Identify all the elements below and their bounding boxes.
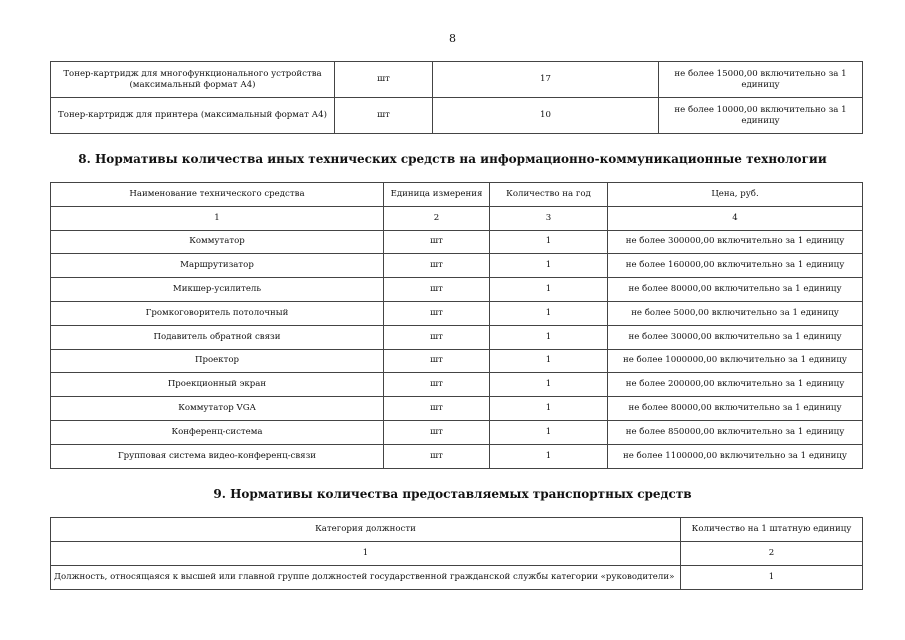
- cell-name: Групповая система видео-конференц-связи: [51, 444, 384, 468]
- col-number: 2: [384, 206, 490, 230]
- cell-unit: шт: [384, 301, 490, 325]
- cell-qty: 1: [490, 278, 608, 302]
- cell-name: Коммутатор VGA: [51, 397, 384, 421]
- column-number-row: [51, 206, 863, 230]
- cell-category: Должность, относящаяся к высшей или главной группе должностей государственной гражданской службы категории «руководители»: [51, 566, 681, 590]
- transport-table: [50, 517, 863, 590]
- cell-unit: шт: [384, 397, 490, 421]
- table-row: [51, 444, 863, 468]
- table-row: [51, 566, 863, 590]
- table-row: [51, 98, 863, 134]
- cell-name: Подавитель обратной связи: [51, 325, 384, 349]
- cell-price: не более 1000000,00 включительно за 1 единицу: [608, 349, 863, 373]
- cell-qty: 1: [490, 301, 608, 325]
- cell-name: Проекционный экран: [51, 373, 384, 397]
- section-9-title: 9. Нормативы количества предоставляемых транспортных средств: [213, 487, 692, 501]
- table-row: [51, 62, 863, 98]
- header-name: Наименование технического средства: [51, 183, 384, 207]
- cell-price: не более 1100000,00 включительно за 1 единицу: [608, 444, 863, 468]
- cell-unit: шт: [384, 325, 490, 349]
- cell-name: Тонер-картридж для принтера (максимальный формат А4): [51, 98, 335, 134]
- table-row: [51, 349, 863, 373]
- cell-qty: 1: [490, 373, 608, 397]
- cell-qty: 10: [433, 98, 659, 134]
- cell-price: не более 200000,00 включительно за 1 единицу: [608, 373, 863, 397]
- column-number-row: [51, 542, 863, 566]
- table-continued: [50, 61, 863, 134]
- cell-name: Конференц-система: [51, 420, 384, 444]
- cell-price: не более 850000,00 включительно за 1 единицу: [608, 420, 863, 444]
- cell-name: Маршрутизатор: [51, 254, 384, 278]
- cell-unit: шт: [335, 62, 433, 98]
- cell-price: не более 160000,00 включительно за 1 единицу: [608, 254, 863, 278]
- table-row: [51, 325, 863, 349]
- cell-unit: шт: [384, 230, 490, 254]
- table-row: [51, 373, 863, 397]
- cell-price: не более 15000,00 включительно за 1 единицу: [659, 62, 863, 98]
- cell-qty: 1: [490, 349, 608, 373]
- col-number: 1: [51, 206, 384, 230]
- table-row: [51, 278, 863, 302]
- cell-name: Проектор: [51, 349, 384, 373]
- cell-qty: 1: [490, 230, 608, 254]
- cell-price: не более 80000,00 включительно за 1 единицу: [608, 278, 863, 302]
- cell-name: Тонер-картридж для многофункционального устройства (максимальный формат А4): [51, 62, 335, 98]
- cell-unit: шт: [384, 349, 490, 373]
- cell-unit: шт: [335, 98, 433, 134]
- cell-qty: 1: [490, 325, 608, 349]
- table-row: [51, 397, 863, 421]
- cell-qty: 1: [490, 444, 608, 468]
- cell-qty: 1: [490, 397, 608, 421]
- cell-price: не более 5000,00 включительно за 1 единицу: [608, 301, 863, 325]
- col-number: 3: [490, 206, 608, 230]
- header-qty: Количество на год: [490, 183, 608, 207]
- header-unit: Единица измерения: [384, 183, 490, 207]
- cell-price: не более 300000,00 включительно за 1 единицу: [608, 230, 863, 254]
- table-header-row: [51, 183, 863, 207]
- col-number: 2: [681, 542, 863, 566]
- cell-unit: шт: [384, 373, 490, 397]
- cell-unit: шт: [384, 444, 490, 468]
- cell-unit: шт: [384, 420, 490, 444]
- cell-qty: 1: [490, 420, 608, 444]
- technical-means-table: [50, 182, 863, 469]
- cell-price: не более 30000,00 включительно за 1 единицу: [608, 325, 863, 349]
- table-row: [51, 230, 863, 254]
- page-number: 8: [449, 32, 456, 45]
- cell-qty: 1: [490, 254, 608, 278]
- table-row: [51, 254, 863, 278]
- cell-price: не более 80000,00 включительно за 1 единицу: [608, 397, 863, 421]
- cell-unit: шт: [384, 278, 490, 302]
- cell-unit: шт: [384, 254, 490, 278]
- header-price: Цена, руб.: [608, 183, 863, 207]
- cell-name: Микшер-усилитель: [51, 278, 384, 302]
- col-number: 1: [51, 542, 681, 566]
- table-header-row: [51, 518, 863, 542]
- table-row: [51, 420, 863, 444]
- header-category: Категория должности: [51, 518, 681, 542]
- col-number: 4: [608, 206, 863, 230]
- cell-name: Громкоговоритель потолочный: [51, 301, 384, 325]
- header-qty-per-unit: Количество на 1 штатную единицу: [681, 518, 863, 542]
- cell-name: Коммутатор: [51, 230, 384, 254]
- section-8-title: 8. Нормативы количества иных технических средств на информационно-коммуникационные технологии: [78, 152, 827, 166]
- table-row: [51, 301, 863, 325]
- cell-qty: 17: [433, 62, 659, 98]
- cell-price: не более 10000,00 включительно за 1 единицу: [659, 98, 863, 134]
- cell-qty: 1: [681, 566, 863, 590]
